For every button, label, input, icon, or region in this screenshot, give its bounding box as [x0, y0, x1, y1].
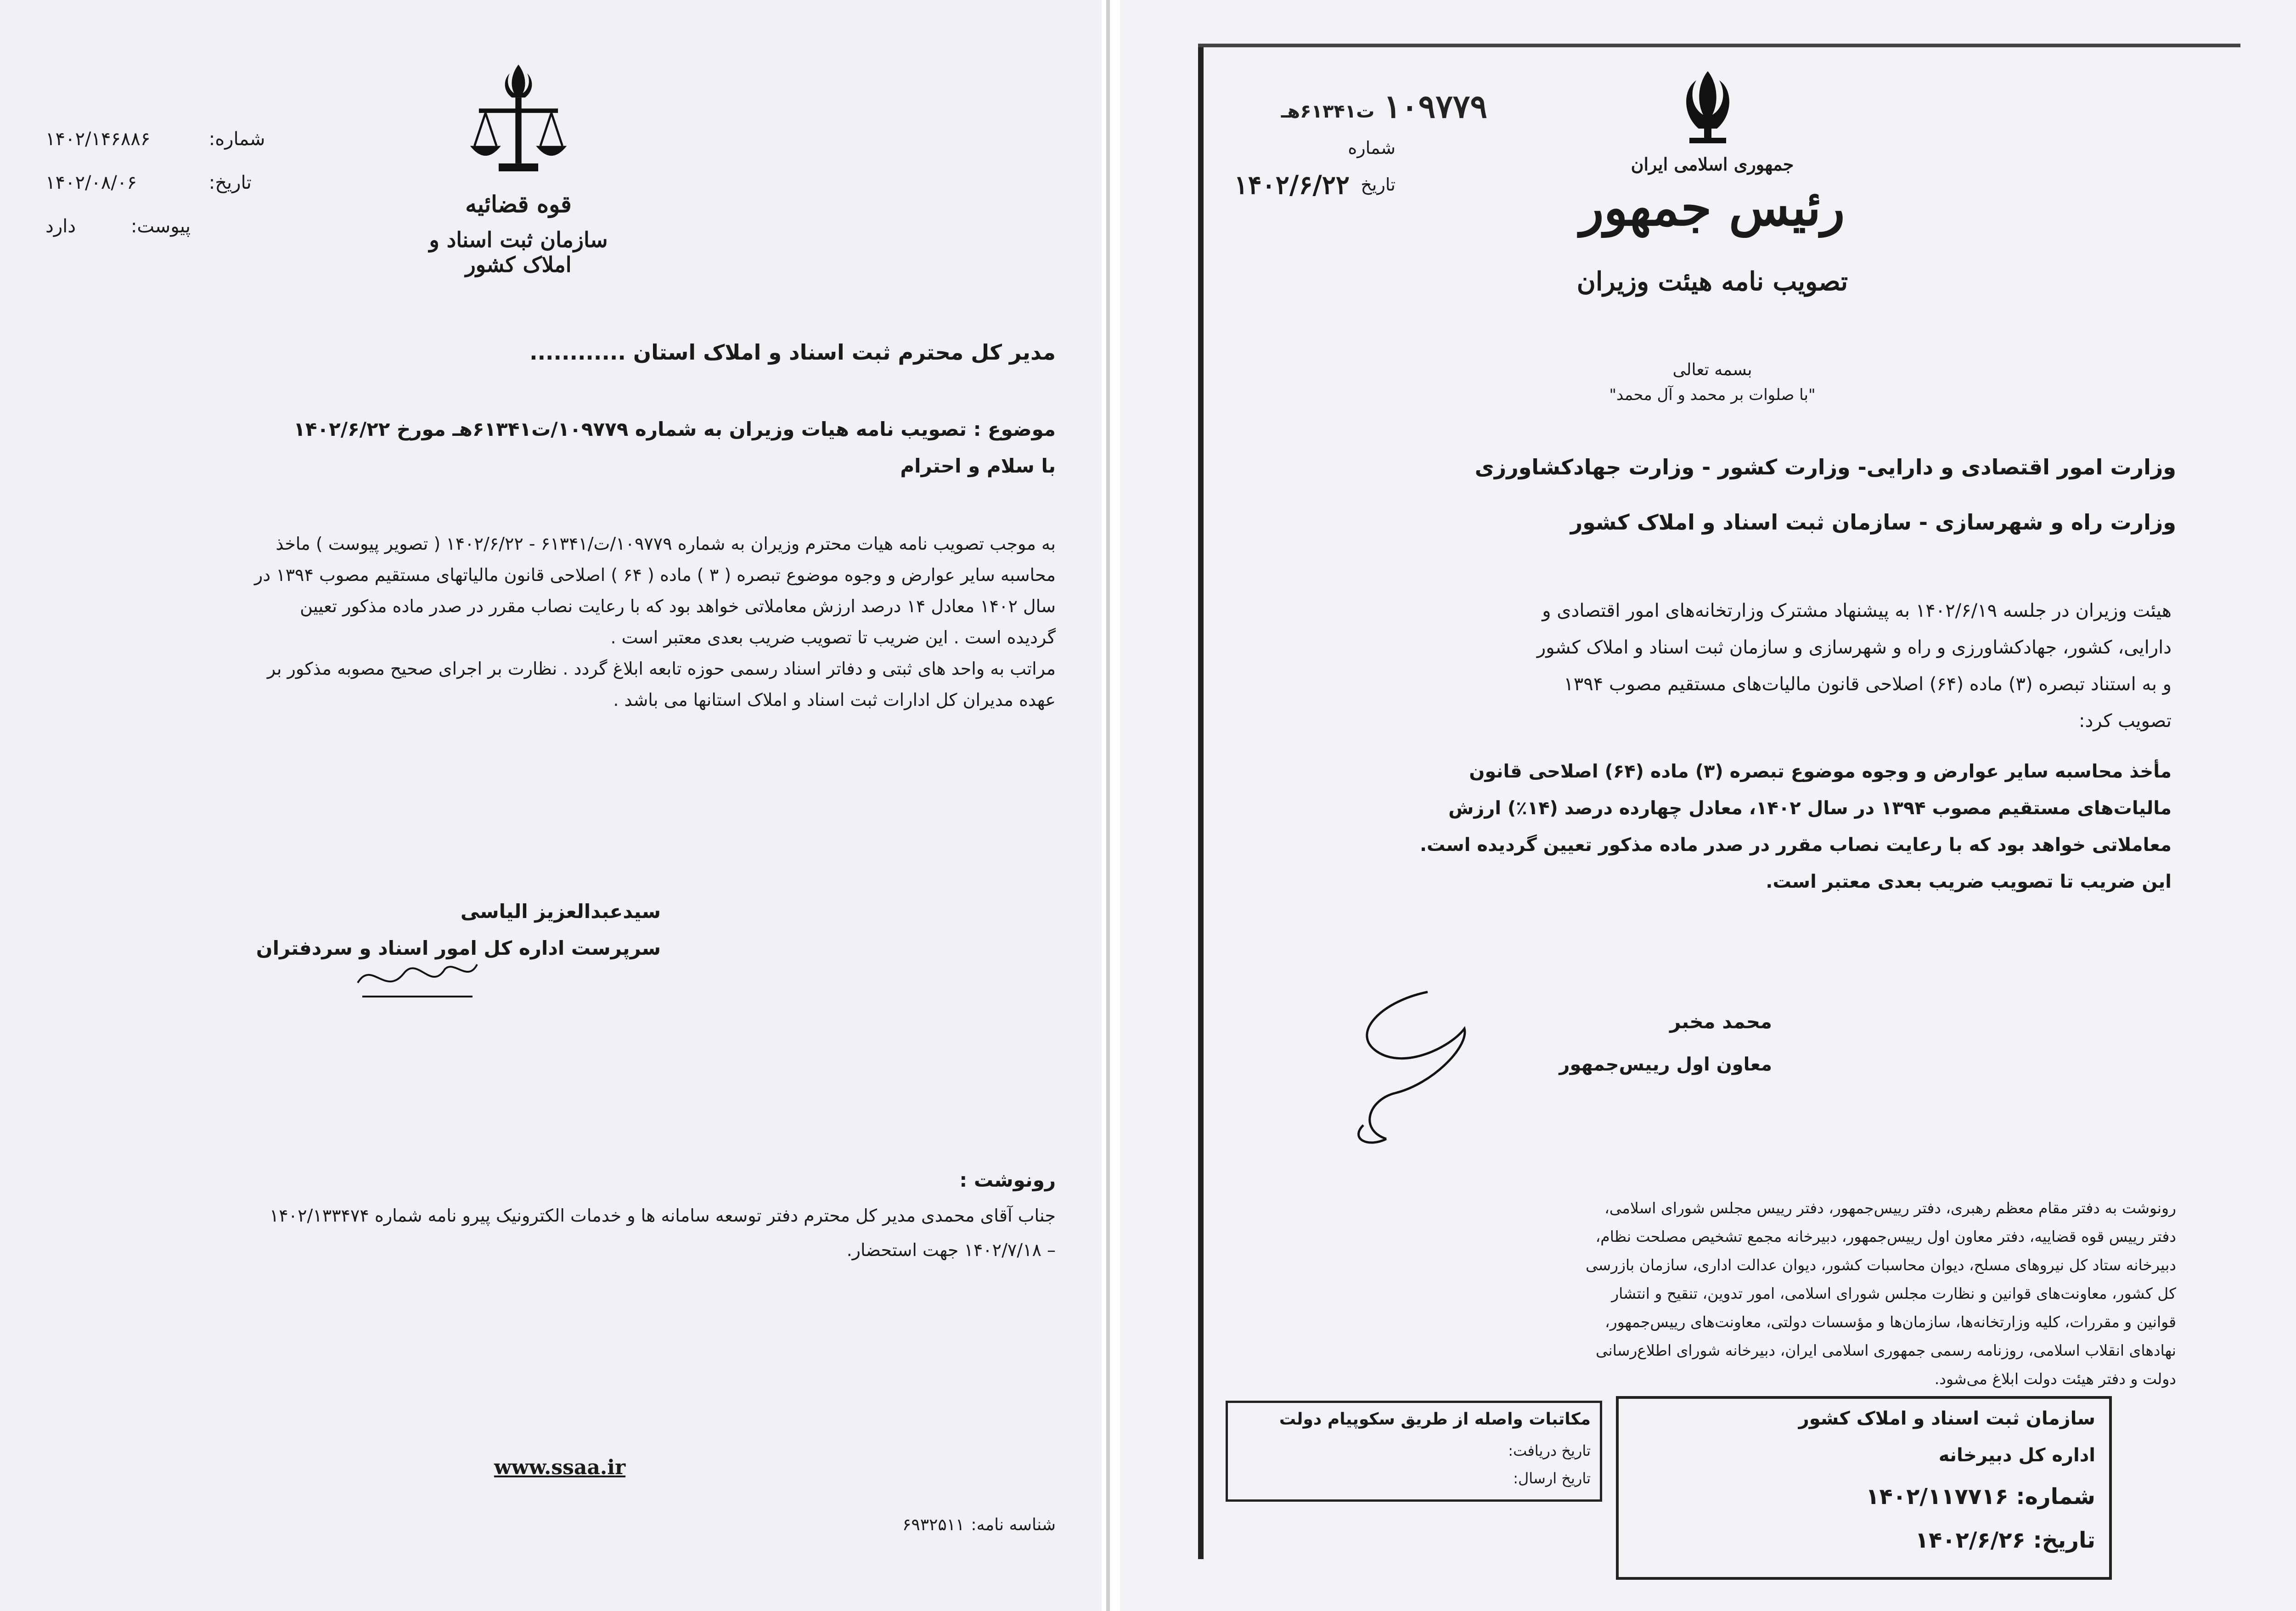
cc-line-1: جناب آقای محمدی مدیر کل محترم دفتر توسعه سامانه ها و خدمات الکترونیک پیرو نامه شماره ۱۴۰۲/۱۳۳۴۷۴	[269, 1205, 1056, 1226]
cc-line: کل کشور، معاونت‌های قوانین و نظارت مجلس شورای اسلامی، امور تدوین، تنقیح و انتشار	[1611, 1284, 2176, 1302]
letter-id-label: شناسه نامه:	[971, 1515, 1056, 1534]
bismillah: بسمه تعالی	[1672, 361, 1752, 379]
stamp-left-line-3: تاریخ ارسال:	[1513, 1470, 1591, 1487]
cabinet-subtitle: تصویب نامه هیئت وزیران	[1576, 266, 1848, 297]
meta-number-value: ۱۴۰۲/۱۴۶۸۸۶	[45, 129, 151, 150]
page-border-left	[1198, 44, 1204, 1559]
meta-date-label: تاریخ:	[208, 172, 252, 193]
govt-messaging-stamp	[1226, 1401, 1602, 1502]
decree-number	[1230, 87, 1487, 125]
salutation: با سلام و احترام	[900, 455, 1056, 477]
meta-attach-label: پیوست:	[130, 216, 191, 237]
body-line: مالیات‌های مستقیم مصوب ۱۳۹۴ در سال ۱۴۰۲، معادل چهارده درصد (۱۴٪) ارزش	[1448, 798, 2172, 819]
letter-page-3	[1120, 0, 2296, 1611]
body-line: مراتب به واحد های ثبتی و دفاتر اسناد رسمی حوزه تابعه ابلاغ گردد . نظارت بر اجرای صحیح مصوبه مذکور بر	[267, 659, 1056, 679]
number-label: شماره	[1348, 138, 1396, 158]
body-line: به موجب تصویب نامه هیات محترم وزیران به شماره ۱۰۹۷۷۹/ت/۶۱۳۴۱ - ۱۴۰۲/۶/۲۲ ( تصویر پیوست ) ماخذ	[276, 534, 1056, 554]
meta-number	[45, 129, 265, 150]
iran-emblem-icon	[1671, 69, 1745, 147]
body-line: عهده مدیران کل ادارات ثبت اسناد و املاک استانها می باشد .	[613, 690, 1056, 710]
cc-line: قوانین و مقررات، کلیه وزارتخانه‌ها، سازمان‌ها و مؤسسات دولتی، معاونت‌های رییس‌جمهور،	[1605, 1313, 2176, 1331]
body-line: و به استناد تبصره (۳) ماده (۶۴) اصلاحی قانون مالیات‌های مستقیم مصوب ۱۳۹۴	[1564, 674, 2172, 695]
page-border-top	[1198, 44, 2240, 47]
letter-body	[55, 528, 1056, 715]
signer-name: سیدعبدالعزیز الیاسی	[460, 900, 661, 923]
date-value: ۱۴۰۲/۶/۲۲	[1234, 170, 1350, 200]
president-title: رئیس جمهور	[1580, 179, 1845, 237]
cc-line: دولت و دفتر هیئت دولت ابلاغ می‌شود.	[1934, 1370, 2176, 1388]
emblem-line-1: قوه قضائیه	[465, 191, 572, 218]
signature-icon	[353, 941, 482, 1006]
signer-title: معاون اول رییس‌جمهور	[1559, 1054, 1772, 1075]
stamp-left-line-2: تاریخ دریافت:	[1508, 1442, 1591, 1459]
stamp-right-line-1: سازمان ثبت اسناد و املاک کشور	[1798, 1408, 2095, 1429]
page-separator	[1106, 0, 1110, 1611]
judiciary-emblem-icon	[468, 60, 569, 184]
body-line: معاملاتی خواهد بود که با رعایت نصاب مقرر در صدر ماده مذکور تعیین گردیده است.	[1419, 834, 2172, 856]
body-line: گردیده است . این ضریب تا تصویب ضریب بعدی معتبر است .	[610, 627, 1056, 648]
decree-body-2	[1249, 753, 2172, 900]
stamp-left-line-1: مکاتبات واصله از طریق سکوپیام دولت	[1279, 1410, 1591, 1429]
body-line: این ضریب تا تصویب ضریب بعدی معتبر است.	[1766, 871, 2172, 892]
signer-title: سرپرست اداره کل امور اسناد و سردفتران	[256, 937, 661, 959]
salavat: "با صلوات بر محمد و آل محمد"	[1609, 386, 1816, 404]
decree-number-value: ۱۰۹۷۷۹	[1384, 87, 1487, 125]
date-label: تاریخ	[1361, 175, 1396, 195]
emblem-line-2: سازمان ثبت اسناد و املاک کشور	[429, 227, 608, 277]
body-line: تصویب کرد:	[2078, 710, 2172, 732]
body-line: مأخذ محاسبه سایر عوارض و وجوه موضوع تبصره (۳) ماده (۶۴) اصلاحی قانون	[1469, 761, 2172, 782]
cc-line: رونوشت به دفتر مقام معظم رهبری، دفتر رییس‌جمهور، دفتر رییس مجلس شورای اسلامی،	[1604, 1199, 2176, 1217]
addressee: مدیر کل محترم ثبت اسناد و املاک استان ............	[529, 340, 1056, 365]
secretariat-stamp	[1616, 1396, 2112, 1580]
meta-attach-value: دارد	[45, 216, 76, 237]
signer-name: محمد مخبر	[1670, 1010, 1772, 1033]
decree-body-1	[1249, 592, 2172, 739]
body-line: سال ۱۴۰۲ معادل ۱۴ درصد ارزش معاملاتی خواهد بود که با رعایت نصاب مقرر در صدر ماده مذکور تعیین	[300, 596, 1056, 616]
website-link[interactable]: www.ssaa.ir	[494, 1456, 626, 1479]
meta-number-label: شماره:	[208, 129, 265, 150]
cc-line: نهادهای انقلاب اسلامی، روزنامه رسمی جمهوری اسلامی ایران، دبیرخانه شورای اطلاع‌رسانی	[1595, 1341, 2176, 1359]
cc-line: دفتر رییس قوه قضاییه، دفتر معاون اول رییس‌جمهور، دبیرخانه مجمع تشخیص مصلحت نظام،	[1595, 1228, 2176, 1245]
stamp-right-line-3: شماره: ۱۴۰۲/۱۱۷۷۱۶	[1866, 1484, 2095, 1510]
letter-id	[55, 1515, 1056, 1534]
republic-label: جمهوری اسلامی ایران	[1631, 154, 1794, 175]
meta-date-value: ۱۴۰۲/۰۸/۰۶	[45, 172, 137, 193]
stamp-right-line-2: اداره کل دبیرخانه	[1938, 1445, 2095, 1466]
letter-page-2	[0, 0, 1102, 1611]
cc-title: رونوشت :	[959, 1169, 1056, 1191]
cc-line-2: – ۱۴۰۲/۷/۱۸ جهت استحضار.	[846, 1240, 1056, 1260]
stamp-right-line-4: تاریخ: ۱۴۰۲/۶/۲۶	[1915, 1527, 2095, 1553]
recipients-line-1: وزارت امور اقتصادی و دارایی- وزارت کشور - وزارت جهادکشاورزی	[1474, 455, 2176, 479]
subject-line: موضوع : تصویب نامه هیات وزیران به شماره ۱۰۹۷۷۹/ت۶۱۳۴۱هـ مورخ ۱۴۰۲/۶/۲۲	[293, 418, 1056, 440]
decree-number-suffix: ت۶۱۳۴۱هـ	[1281, 101, 1375, 122]
body-line: هیئت وزیران در جلسه ۱۴۰۲/۶/۱۹ به پیشنهاد مشترک وزارتخانه‌های امور اقتصادی و	[1542, 600, 2172, 621]
body-line: محاسبه سایر عوارض و وجوه موضوع تبصره ( ۳ ) ماده ( ۶۴ ) اصلاحی قانون مالیاتهای مستقیم مصوب ۱۳۹۴ در	[254, 565, 1056, 585]
body-line: دارایی، کشور، جهادکشاورزی و راه و شهرسازی و سازمان ثبت اسناد و املاک کشور	[1536, 637, 2172, 658]
cc-line: دبیرخانه ستاد کل نیروهای مسلح، دیوان محاسبات کشور، دیوان عدالت اداری، سازمان بازرسی	[1585, 1256, 2176, 1274]
letter-id-value: ۶۹۳۲۵۱۱	[902, 1515, 965, 1534]
meta-attachment	[45, 216, 191, 237]
meta-date	[45, 172, 252, 193]
recipients-line-2: وزارت راه و شهرسازی - سازمان ثبت اسناد و املاک کشور	[1570, 510, 2176, 535]
decree-cc	[1235, 1194, 2176, 1393]
